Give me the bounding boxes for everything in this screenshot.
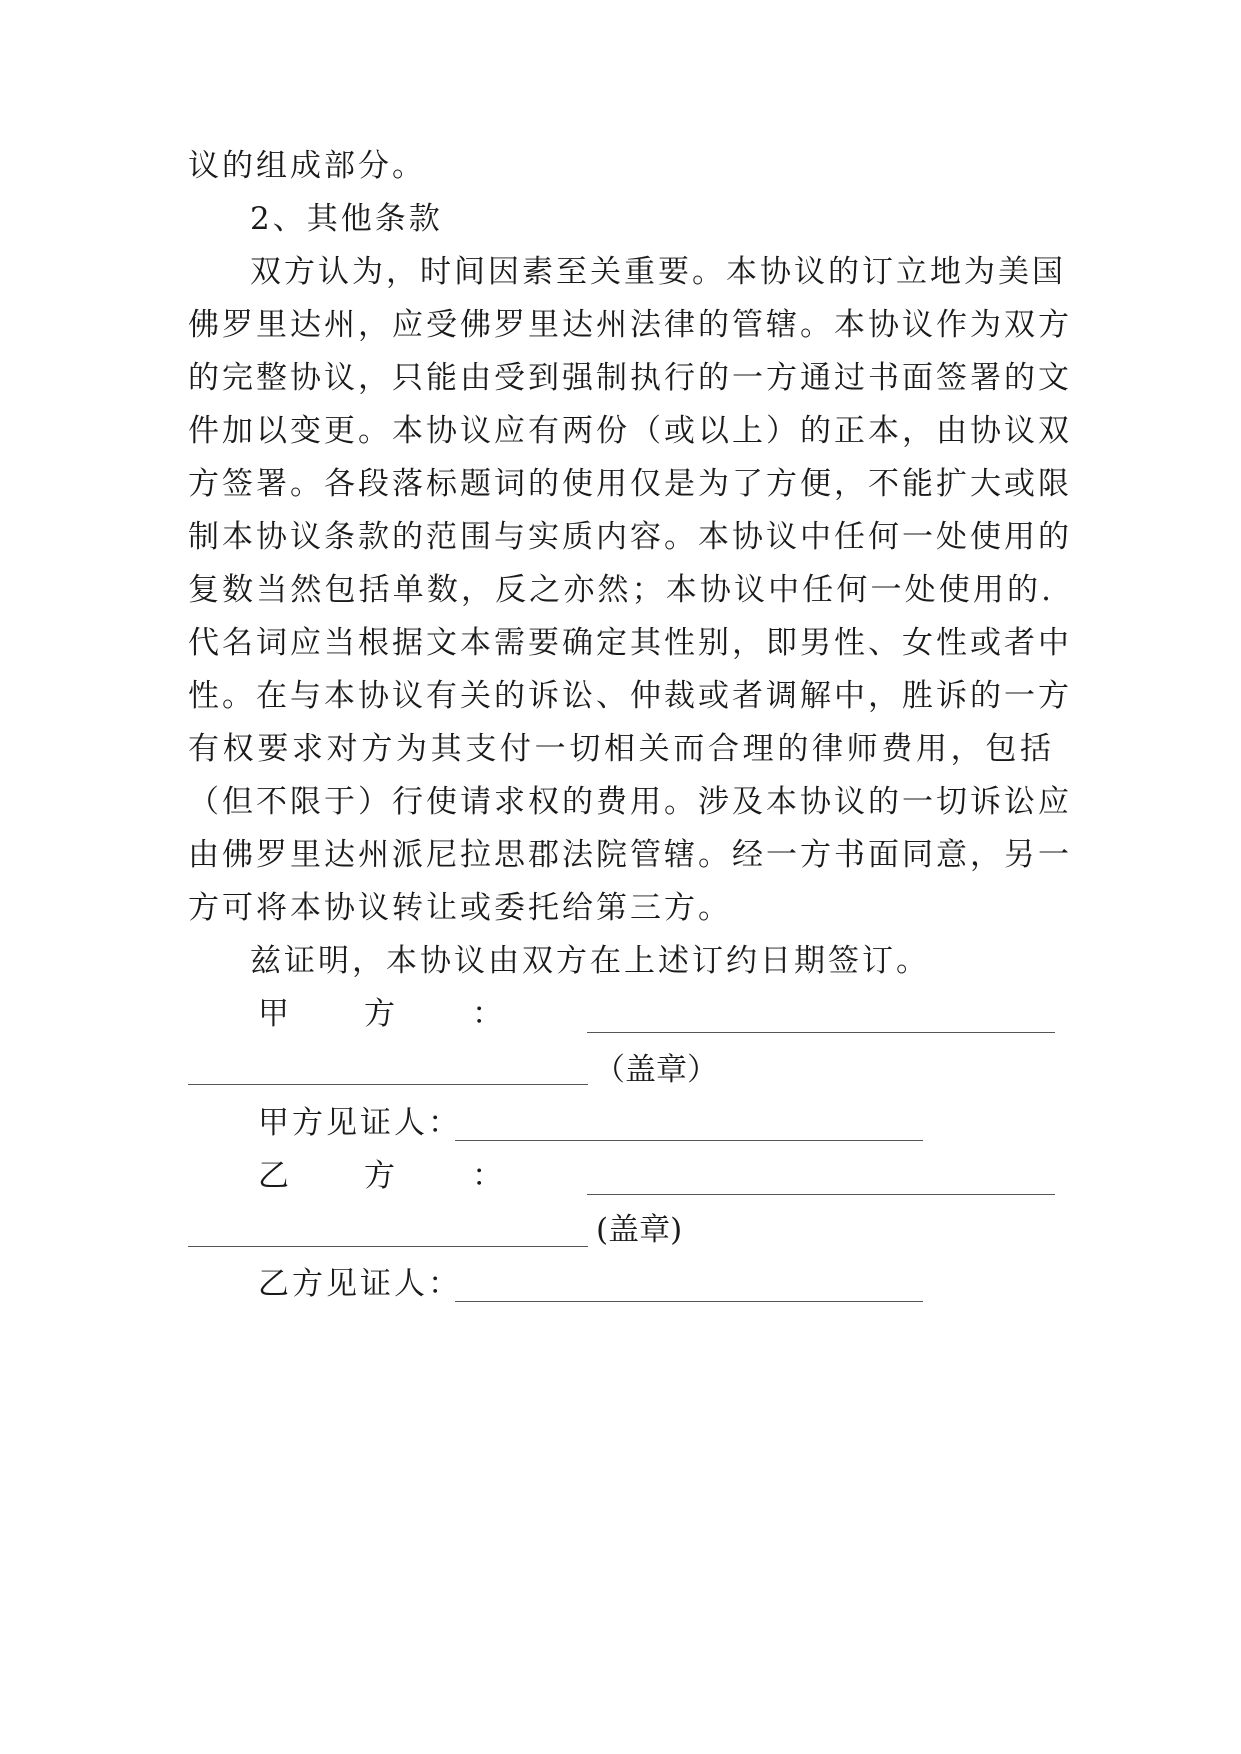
party-a-seal-label: （盖章） <box>594 1052 718 1088</box>
body-line: （但不限于）行使请求权的费用。涉及本协议的一切诉讼应 <box>188 784 1072 820</box>
party-a-witness-line[interactable] <box>455 1140 923 1141</box>
body-line: 方签署。各段落标题词的使用仅是为了方便，不能扩大或限 <box>188 466 1072 502</box>
body-line: 制本协议条款的范围与实质内容。本协议中任何一处使用的 <box>188 519 1072 555</box>
body-line: 性。在与本协议有关的诉讼、仲裁或者调解中，胜诉的一方 <box>188 678 1072 714</box>
party-b-colon: ： <box>472 1158 503 1194</box>
body-line: 代名词应当根据文本需要确定其性别，即男性、女性或者中 <box>188 625 1072 661</box>
body-line: 议的组成部分。 <box>188 148 426 184</box>
body-line: 复数当然包括单数，反之亦然；本协议中任何一处使用的. <box>188 572 1054 608</box>
body-line: 佛罗里达州，应受佛罗里达州法律的管辖。本协议作为双方 <box>188 307 1072 343</box>
party-b-signature-line-cont[interactable] <box>188 1246 588 1247</box>
body-line: 件加以变更。本协议应有两份（或以上）的正本，由协议双 <box>188 413 1072 449</box>
body-line: 兹证明，本协议由双方在上述订约日期签订。 <box>250 943 930 979</box>
body-line: 双方认为，时间因素至关重要。本协议的订立地为美国 <box>250 254 1066 290</box>
party-b-label-char2: 方 <box>364 1158 395 1194</box>
party-b-witness-label: 乙方见证人： <box>258 1266 462 1302</box>
party-a-signature-line[interactable] <box>587 1032 1055 1033</box>
party-b-seal-label: (盖章) <box>596 1212 683 1248</box>
section-heading: 2、其他条款 <box>250 201 443 237</box>
party-a-label-char1: 甲 <box>258 996 289 1032</box>
party-a-label-char2: 方 <box>364 996 395 1032</box>
party-b-label-char1: 乙 <box>258 1158 289 1194</box>
party-a-witness-label: 甲方见证人： <box>258 1105 462 1141</box>
body-line: 方可将本协议转让或委托给第三方。 <box>188 890 732 926</box>
body-line: 有权要求对方为其支付一切相关而合理的律师费用，包括 <box>188 731 1054 767</box>
party-a-colon: ： <box>472 996 503 1032</box>
party-b-signature-line[interactable] <box>587 1194 1055 1195</box>
body-line: 由佛罗里达州派尼拉思郡法院管辖。经一方书面同意，另一 <box>188 837 1072 873</box>
party-b-witness-line[interactable] <box>455 1301 923 1302</box>
body-line: 的完整协议，只能由受到强制执行的一方通过书面签署的文 <box>188 360 1072 396</box>
party-a-signature-line-cont[interactable] <box>188 1084 588 1085</box>
